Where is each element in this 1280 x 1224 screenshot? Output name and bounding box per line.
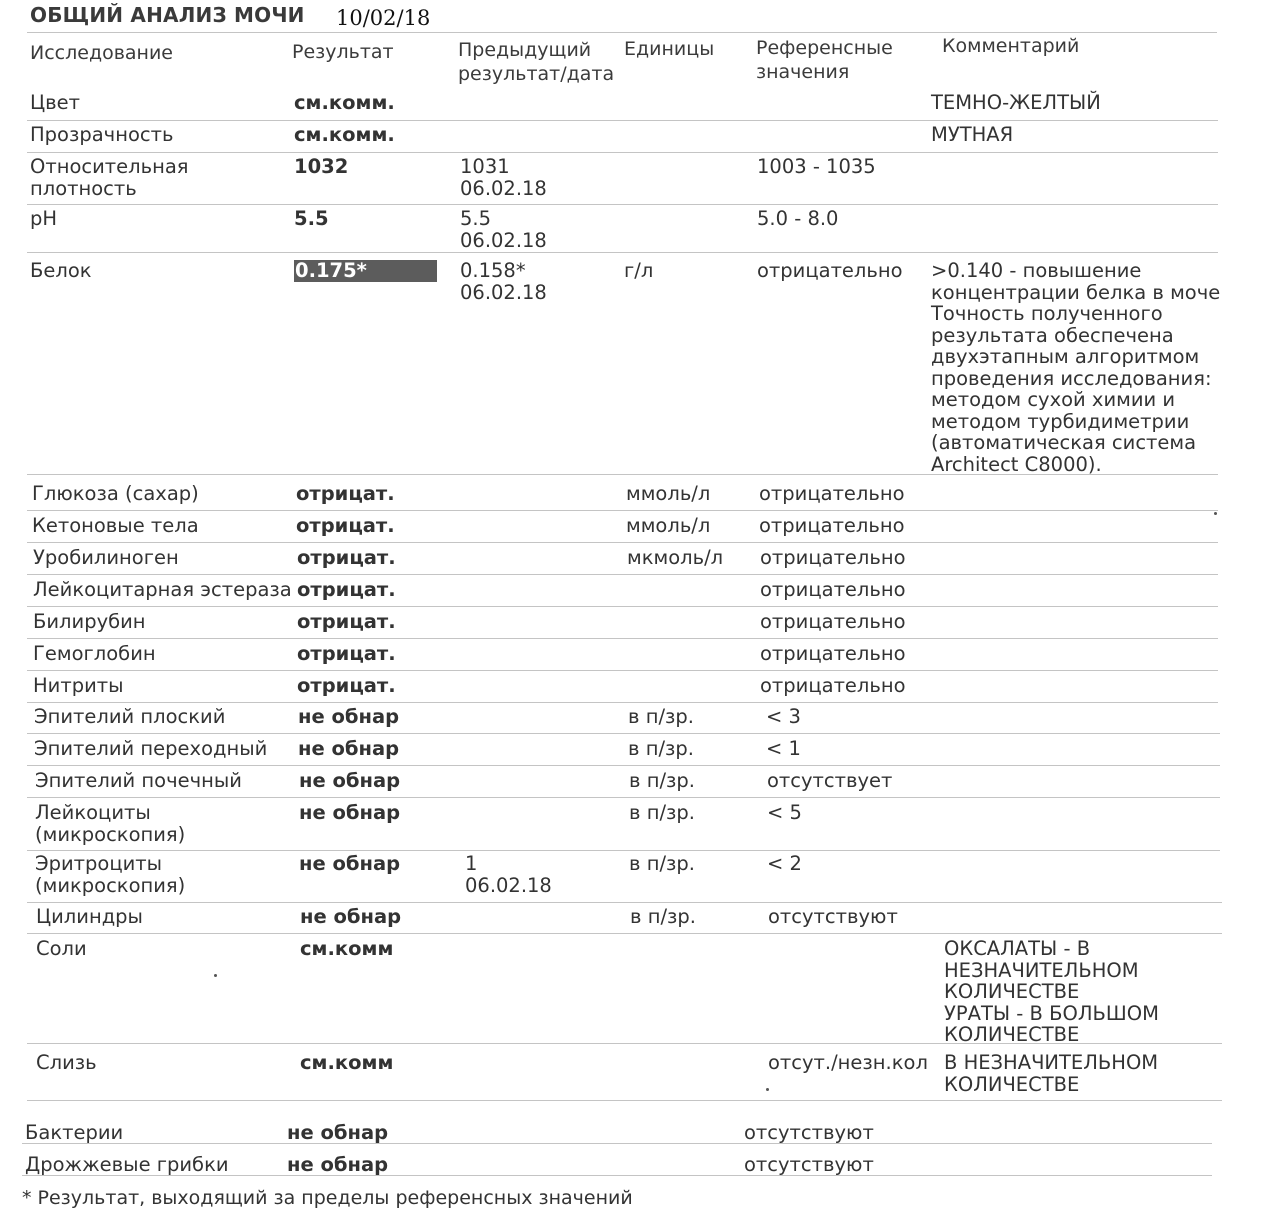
header-study: Исследование xyxy=(30,42,174,64)
study-name: Цвет xyxy=(30,91,80,114)
result-value: см.комм xyxy=(300,1051,394,1074)
study-name: Эритроциты (микроскопия) xyxy=(35,852,186,897)
scan-speck xyxy=(214,974,217,977)
units: в п/зр. xyxy=(628,737,694,760)
study-name: Бактерии xyxy=(25,1121,124,1144)
study-name: Эпителий почечный xyxy=(35,769,242,792)
units: г/л xyxy=(624,259,654,282)
previous-result: 0.158* 06.02.18 xyxy=(460,259,547,304)
row-divider xyxy=(22,1143,1212,1144)
row-divider xyxy=(27,152,1218,153)
units: в п/зр. xyxy=(629,852,695,875)
header-previous: Предыдущий результат/дата xyxy=(458,39,615,85)
row-divider xyxy=(27,702,1218,703)
study-name: Прозрачность xyxy=(30,123,174,146)
study-name: Глюкоза (сахар) xyxy=(32,482,199,505)
result-value: не обнар xyxy=(300,905,402,928)
reference-range: отрицательно xyxy=(760,642,906,665)
reference-range: отсутствуют xyxy=(744,1153,874,1176)
header-reference: Референсные значения xyxy=(756,37,893,83)
footnote: * Результат, выходящий за пределы референсных значений xyxy=(22,1187,633,1209)
comment: В НЕЗНАЧИТЕЛЬНОМ КОЛИЧЕСТВЕ xyxy=(944,1051,1159,1096)
result-value: отрицат. xyxy=(296,514,395,537)
result-value: не обнар xyxy=(287,1121,389,1144)
row-divider xyxy=(27,120,1218,121)
row-divider xyxy=(27,252,1218,253)
result-value: отрицат. xyxy=(297,610,396,633)
row-divider xyxy=(27,542,1218,543)
study-name: Кетоновые тела xyxy=(32,514,199,537)
row-divider xyxy=(27,1100,1222,1101)
units: ммоль/л xyxy=(626,514,711,537)
reference-range: отрицательно xyxy=(760,546,906,569)
header-top-rule xyxy=(27,32,1217,33)
row-divider xyxy=(27,797,1220,798)
reference-range: отрицательно xyxy=(757,259,903,282)
header-units: Единицы xyxy=(624,38,715,60)
units: в п/зр. xyxy=(629,769,695,792)
result-value: не обнар xyxy=(298,705,400,728)
row-divider xyxy=(27,510,1218,511)
units: в п/зр. xyxy=(629,801,695,824)
row-divider xyxy=(27,765,1220,766)
result-value: не обнар xyxy=(287,1153,389,1176)
result-value: не обнар xyxy=(298,737,400,760)
result-value: см.комм. xyxy=(294,123,395,146)
row-divider xyxy=(27,574,1218,575)
units: ммоль/л xyxy=(626,482,711,505)
reference-range: < 5 xyxy=(767,801,802,824)
reference-range: < 3 xyxy=(766,705,801,728)
row-divider xyxy=(27,850,1220,851)
result-value: см.комм. xyxy=(294,91,395,114)
reference-range: отсутствует xyxy=(767,769,893,792)
comment: ТЕМНО-ЖЕЛТЫЙ xyxy=(931,91,1101,114)
units: мкмоль/л xyxy=(627,546,724,569)
study-name: Гемоглобин xyxy=(33,642,156,665)
study-name: Дрожжевые грибки xyxy=(25,1153,229,1176)
comment: ОКСАЛАТЫ - В НЕЗНАЧИТЕЛЬНОМ КОЛИЧЕСТВЕ УРАТЫ - В БОЛЬШОМ КОЛИЧЕСТВЕ xyxy=(944,937,1159,1046)
reference-range: 5.0 - 8.0 xyxy=(757,207,839,230)
previous-result: 5.5 06.02.18 xyxy=(460,207,547,252)
report-title: ОБЩИЙ АНАЛИЗ МОЧИ xyxy=(30,3,305,27)
study-name: Эпителий плоский xyxy=(34,705,226,728)
result-value: 1032 xyxy=(294,155,349,178)
row-divider xyxy=(27,902,1222,903)
comment: МУТНАЯ xyxy=(931,123,1014,146)
reference-range: отрицательно xyxy=(760,674,906,697)
header-result: Результат xyxy=(292,41,394,63)
reference-range: отсутствуют xyxy=(744,1121,874,1144)
study-name: Лейкоциты (микроскопия) xyxy=(35,801,186,846)
row-divider xyxy=(27,733,1220,734)
row-divider xyxy=(27,638,1218,639)
row-divider xyxy=(27,204,1218,205)
study-name: Уробилиноген xyxy=(33,546,179,569)
reference-range: отрицательно xyxy=(760,578,906,601)
result-value: отрицат. xyxy=(297,642,396,665)
reference-range: < 2 xyxy=(767,852,802,875)
reference-range: отрицательно xyxy=(759,482,905,505)
reference-range: отрицательно xyxy=(760,610,906,633)
study-name: Эпителий переходный xyxy=(34,737,268,760)
result-value: 5.5 xyxy=(294,207,329,230)
report-date: 10/02/18 xyxy=(336,6,431,30)
row-divider xyxy=(22,1175,1212,1176)
result-value: не обнар xyxy=(299,801,401,824)
study-name: Относительная плотность xyxy=(30,155,189,200)
row-divider xyxy=(27,933,1222,934)
reference-range: отрицательно xyxy=(759,514,905,537)
scan-speck xyxy=(1214,512,1217,515)
reference-range: < 1 xyxy=(766,737,801,760)
study-name: Соли xyxy=(36,937,87,960)
scan-speck xyxy=(766,1088,769,1091)
result-value-flagged: 0.175* xyxy=(294,260,437,282)
units: в п/зр. xyxy=(628,705,694,728)
study-name: Нитриты xyxy=(33,674,124,697)
row-divider xyxy=(27,670,1218,671)
study-name: Цилиндры xyxy=(36,905,143,928)
row-divider xyxy=(27,474,1218,475)
result-value: отрицат. xyxy=(297,674,396,697)
result-value: не обнар xyxy=(299,769,401,792)
result-value: отрицат. xyxy=(297,578,396,601)
result-value: отрицат. xyxy=(297,546,396,569)
study-name: Лейкоцитарная эстераза xyxy=(33,578,292,601)
reference-range: отсут./незн.кол xyxy=(768,1051,928,1074)
previous-result: 1 06.02.18 xyxy=(465,852,552,897)
study-name: pH xyxy=(30,207,58,230)
header-comment: Комментарий xyxy=(942,35,1080,57)
row-divider xyxy=(27,606,1218,607)
reference-range: 1003 - 1035 xyxy=(757,155,876,178)
study-name: Билирубин xyxy=(33,610,146,633)
result-value: см.комм xyxy=(300,937,394,960)
units: в п/зр. xyxy=(630,905,696,928)
comment: >0.140 - повышение концентрации белка в моче Точность полученного результата обеспечена двухэтапным алгоритмом проведения исследования: методом сухой химии и методом турбидиметрии (автоматическая система Architect C8000). xyxy=(931,259,1221,476)
result-value: отрицат. xyxy=(296,482,395,505)
study-name: Слизь xyxy=(36,1051,97,1074)
result-value: не обнар xyxy=(299,852,401,875)
row-divider xyxy=(27,1043,1222,1044)
reference-range: отсутствуют xyxy=(768,905,898,928)
previous-result: 1031 06.02.18 xyxy=(460,155,547,200)
study-name: Белок xyxy=(30,259,92,282)
